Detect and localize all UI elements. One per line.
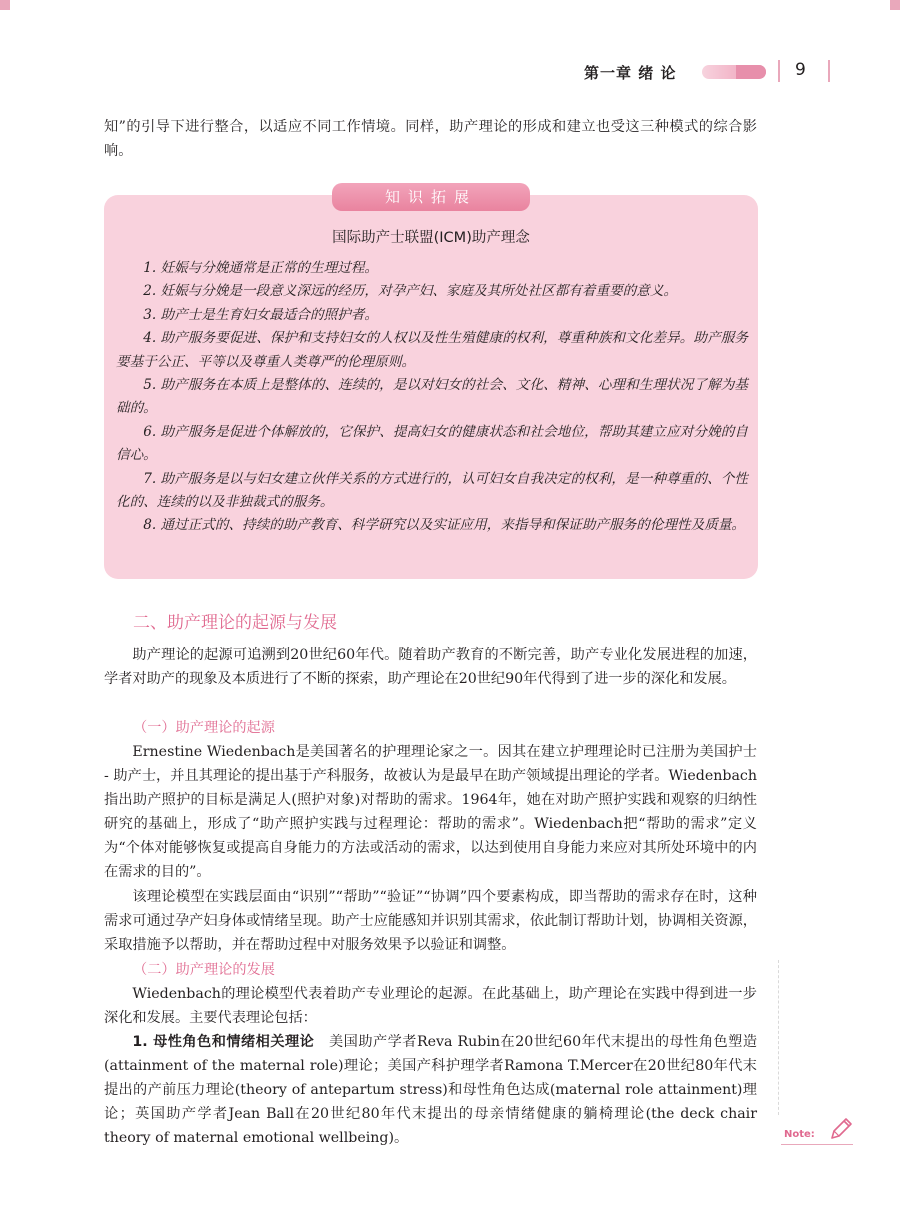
intro-paragraph: 知”的引导下进行整合，以适应不同工作情境。同样，助产理论的形成和建立也受这三种模式的综合影响。 <box>104 119 757 159</box>
origin-paragraph-2: 该理论模型在实践层面由“识别”“帮助”“验证”“协调”四个要素构成，即当帮助的需求存在时，这种需求可通过孕产妇身体或情绪呈现。助产士应能感知并识别其需求，依此制订帮助计划，协调相关资源，采取措施予以帮助，并在帮助过程中对服务效果予以验证和调整。 <box>104 889 757 953</box>
section-intro-paragraph: 助产理论的起源可追溯到20世纪60年代。随着助产教育的不断完善，助产专业化发展进程的加速，学者对助产的现象及本质进行了不断的探索，助产理论在20世纪90年代得到了进一步的深化和发展。 <box>104 647 757 687</box>
list-item: 6. 助产服务是促进个体解放的，它保护、提高妇女的健康状态和社会地位，帮助其建立应对分娩的自信心。 <box>116 423 748 464</box>
header-separator <box>778 60 780 82</box>
development-paragraph-1: Wiedenbach的理论模型代表着助产专业理论的起源。在此基础上，助产理论在实践中得到进一步深化和发展。主要代表理论包括： <box>104 986 757 1026</box>
note-label: Note: <box>784 1129 815 1140</box>
theory-item-title: 1. 母性角色和情绪相关理论 <box>132 1034 315 1050</box>
list-item: 2. 妊娠与分娩是一段意义深远的经历，对孕产妇、家庭及其所处社区都有着重要的意义。 <box>143 283 678 300</box>
theory-item-text: 美国助产学者Reva Rubin在20世纪60年代末提出的母性角色塑造(attainment of the maternal role)理论；美国产科护理学者Ramona T.Mercer在20世纪80年代末提出的产前压力理论(theory of antepartum stress)和母性角色达成(maternal role attainment)理论；英国助产学者Jean Ball在20世纪80年代末提出的母亲情绪健康的躺椅理论(the deck chair theory of maternal emotional wellbeing)。 <box>104 1034 758 1146</box>
note-margin-line <box>778 960 779 1115</box>
list-item: 3. 助产士是生育妇女最适合的照护者。 <box>143 306 378 323</box>
knowledge-box-title: 国际助产士联盟(ICM)助产理念 <box>332 230 530 246</box>
chapter-title: 第一章 绪 论 <box>584 64 677 82</box>
pen-icon <box>828 1116 854 1142</box>
list-item: 7. 助产服务是以与妇女建立伙伴关系的方式进行的，认可妇女自我决定的权利，是一种尊重的、个性化的、连续的以及非独裁式的服务。 <box>116 470 748 511</box>
page-number: 9 <box>795 60 806 80</box>
subsection-heading-origin: （一）助产理论的起源 <box>133 720 275 736</box>
development-paragraph-2 <box>104 1030 757 1150</box>
section-heading: 二、助产理论的起源与发展 <box>133 613 337 633</box>
knowledge-box-tab: 知识拓展 <box>332 183 530 211</box>
crop-mark-left <box>0 0 10 10</box>
crop-mark-right <box>890 0 900 10</box>
list-item: 4. 助产服务要促进、保护和支持妇女的人权以及性生殖健康的权利，尊重种族和文化差异。助产服务要基于公正、平等以及尊重人类尊严的伦理原则。 <box>116 330 748 370</box>
header-decorative-bar <box>702 65 766 79</box>
list-item: 5. 助产服务在本质上是整体的、连续的，是以对妇女的社会、文化、精神、心理和生理状况了解为基础的。 <box>116 377 748 417</box>
subsection-heading-development: （二）助产理论的发展 <box>133 962 275 978</box>
note-underline <box>781 1144 853 1145</box>
knowledge-box-list <box>116 257 748 538</box>
origin-paragraph-1: Ernestine Wiedenbach是美国著名的护理理论家之一。因其在建立护理理论时已注册为美国护士 - 助产士，并且其理论的提出基于产科服务，故被认为是最早在助产领域提出理论的学者。Wiedenbach指出助产照护的目标是满足人(照护对象)对帮助的需求。1964年，她在对助产照护实践和观察的归纳性研究的基础上，形成了“助产照护实践与过程理论：帮助的需求”。Wiedenbach把“帮助的需求”定义为“个体对能够恢复或提高自身能力的方法或活动的需求，以达到使用自身能力来应对其所处环境中的内在需求的目的”。 <box>104 744 757 880</box>
list-item: 8. 通过正式的、持续的助产教育、科学研究以及实证应用，来指导和保证助产服务的伦理性及质量。 <box>143 517 746 534</box>
header-separator-right <box>828 60 830 82</box>
list-item: 1. 妊娠与分娩通常是正常的生理过程。 <box>143 260 378 276</box>
